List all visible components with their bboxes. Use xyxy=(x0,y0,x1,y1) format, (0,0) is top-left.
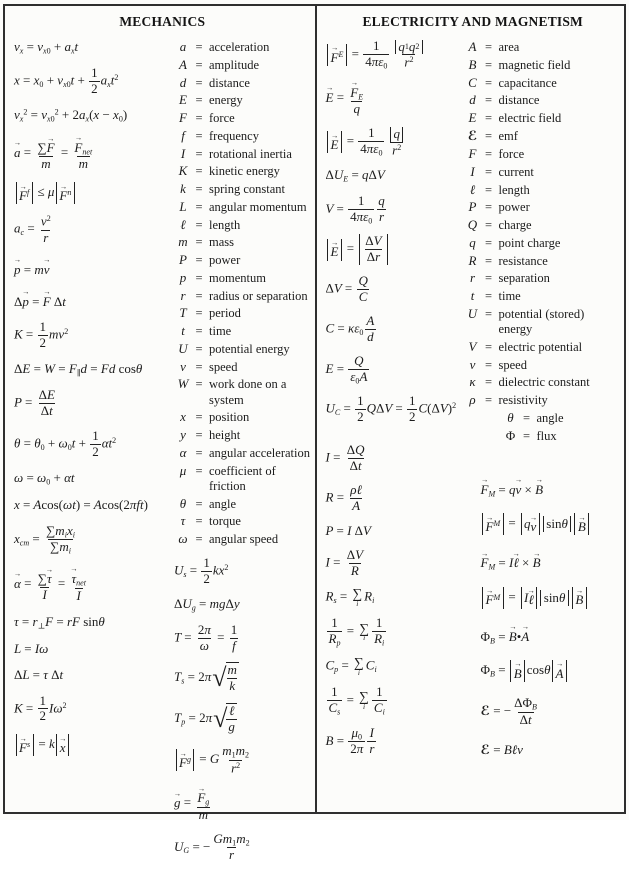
formula: E → = $\frac{F \to_E}{q}$ xyxy=(326,80,464,117)
formula: $F \to_M$ = qv → × B → xyxy=(481,476,621,499)
symbol-definition xyxy=(464,182,621,198)
formula: $U_s$ = $\frac{1}{2}$ $kx^2$ xyxy=(174,555,229,587)
symbol-description: electric potential xyxy=(498,339,583,354)
equals-sign: = xyxy=(484,339,493,354)
formula: F → s = k x → xyxy=(14,734,174,756)
formula: $F \to_M$ = Iℓ → × B → xyxy=(481,549,621,572)
equals-sign: = xyxy=(195,410,203,425)
symbol-description: torque xyxy=(209,514,241,529)
symbol-description: resistivity xyxy=(498,393,548,408)
symbol: F xyxy=(468,146,477,162)
symbol-definition xyxy=(174,409,311,425)
symbol: V xyxy=(468,338,477,354)
symbol: a xyxy=(179,39,187,54)
formula: ℰ = Bℓv xyxy=(480,741,523,758)
symbol: W xyxy=(177,376,189,392)
formula: g → = $\frac{F \to_g}{m}$ xyxy=(174,785,311,822)
symbol: x xyxy=(180,409,186,425)
symbol-definition xyxy=(464,357,621,373)
symbol-description: potential energy xyxy=(209,341,290,356)
equals-sign: = xyxy=(522,410,531,425)
symbol-definition xyxy=(174,341,311,357)
equals-sign: = xyxy=(484,182,493,197)
formula: a → = $\frac{\sum F \to}{m}$ = $F \to_{net}$ m xyxy=(14,135,174,172)
symbol: d xyxy=(469,92,476,108)
equals-sign: = xyxy=(195,182,203,196)
symbol-description: length xyxy=(209,217,241,232)
equals-sign: = xyxy=(484,393,493,408)
mechanics-title: MECHANICS xyxy=(119,14,206,29)
equals-sign: = xyxy=(484,357,493,372)
equals-sign: = xyxy=(522,428,531,443)
equals-sign: = xyxy=(195,288,203,303)
symbol-description: capacitance xyxy=(498,75,557,90)
symbol-definition xyxy=(174,445,311,461)
symbol: v xyxy=(180,358,186,374)
symbol: θ xyxy=(507,409,514,425)
formula: $\frac{1}{R_p}$ = ∑ i $\frac{1}{R_i}$ xyxy=(328,615,385,648)
em-section xyxy=(315,6,625,812)
formula: $\omega = \omega_0 + \alpha t$ xyxy=(14,469,75,487)
symbol: ρ xyxy=(469,392,476,408)
equals-sign: = xyxy=(195,445,203,460)
symbol-description: speed xyxy=(209,359,238,374)
symbol-definition xyxy=(464,339,621,355)
symbol: d xyxy=(179,74,187,90)
symbol-description: magnetic field xyxy=(498,57,571,72)
symbol-description: angular momentum xyxy=(209,199,307,214)
symbol-definition xyxy=(174,323,311,339)
symbol-description: angular speed xyxy=(209,532,279,546)
symbol: U xyxy=(467,305,478,321)
equals-sign: = xyxy=(484,306,493,321)
symbol: μ xyxy=(179,462,187,478)
symbol-definition xyxy=(174,513,311,529)
symbol-definition xyxy=(464,146,621,162)
formula: $\Delta U_g = mg\Delta y$ xyxy=(174,596,240,613)
symbol: k xyxy=(180,181,186,196)
equals-sign: = xyxy=(484,164,493,179)
formula: F → M = I ℓ → sin θ B → xyxy=(481,587,621,609)
symbol: t xyxy=(181,323,185,338)
symbol-description: flux xyxy=(536,428,557,443)
formula: L = Iω xyxy=(14,641,49,656)
formula: $T_p = 2\pi$ √ ℓ g xyxy=(174,703,311,735)
equals-sign: = xyxy=(195,235,203,250)
equals-sign: = xyxy=(484,271,493,286)
symbol-description: potential (stored) energy xyxy=(498,306,585,337)
formula: ΔL = τ Δt xyxy=(14,667,64,683)
symbol: U xyxy=(178,340,188,356)
symbol-description: position xyxy=(209,410,250,425)
symbol: R xyxy=(468,252,477,268)
symbol-description: charge xyxy=(498,218,532,233)
mechanics-section xyxy=(5,6,315,863)
formula: E → = $\frac{1}{4\pi\varepsilon_0}$ $\frac{q}{r^2}$ xyxy=(326,126,464,158)
symbol-definition xyxy=(174,146,311,162)
formula: F → M = q v → sin θ B → xyxy=(481,513,621,535)
symbol-definition xyxy=(464,306,621,338)
mechanics-body xyxy=(14,39,311,872)
symbol-description: kinetic energy xyxy=(209,164,280,179)
symbol-definition xyxy=(464,110,621,126)
symbol-definition xyxy=(174,376,311,408)
equals-sign: = xyxy=(195,199,203,214)
equals-sign: = xyxy=(195,377,203,392)
symbol-description: frequency xyxy=(209,128,259,143)
symbol: L xyxy=(179,198,187,214)
formula: $R_s$ = ∑ i $R_i$ xyxy=(325,586,375,608)
mechanics-right-subcolumn xyxy=(174,39,311,872)
equals-sign: = xyxy=(195,359,203,374)
formula: α → = $\frac{\sum\tau \to}{I}$ = $\tau \to_{net}$ I xyxy=(14,566,174,603)
symbol-description: coefficient of friction xyxy=(209,463,276,493)
symbol-description: acceleration xyxy=(209,40,270,54)
symbol-description: power xyxy=(209,253,241,267)
symbol: ω xyxy=(178,531,188,546)
symbol: C xyxy=(468,74,477,90)
mechanics-extra-formula-list xyxy=(174,556,311,863)
symbol-definition xyxy=(464,217,621,233)
symbol: Q xyxy=(467,217,478,233)
symbol-description: angle xyxy=(536,410,564,425)
equals-sign: = xyxy=(195,217,203,232)
symbol-definition xyxy=(464,164,621,180)
formula: F → g = G $\frac{m_1m_2}{r^2}$ xyxy=(174,744,311,776)
symbol-description: speed xyxy=(498,357,527,372)
formula: P = I ΔV xyxy=(325,523,371,539)
formula: $T_s = 2\pi$ √ m k xyxy=(174,662,311,694)
equals-sign: = xyxy=(195,341,203,356)
symbol-description: time xyxy=(498,289,521,304)
symbol-definition xyxy=(174,531,311,547)
symbol-description: separation xyxy=(498,271,550,286)
symbol: K xyxy=(178,163,188,179)
symbol-definition xyxy=(174,199,311,215)
symbol: α xyxy=(179,444,187,460)
formula: K = $\frac{1}{2}$ $I\omega^2$ xyxy=(14,692,67,724)
symbol: ℓ xyxy=(180,216,186,232)
symbol: I xyxy=(470,163,475,179)
symbol-definition xyxy=(174,163,311,179)
formula: E = $\frac{Q}{\varepsilon_0A}$ xyxy=(325,352,368,386)
symbol: r xyxy=(180,287,186,303)
symbol-description: spring constant xyxy=(209,182,286,196)
equals-sign: = xyxy=(195,532,203,546)
formula: $v_x^2 = v_{x0}^2 + 2a_x(x - x_0)$ xyxy=(14,107,128,124)
equals-sign: = xyxy=(484,128,493,143)
equals-sign: = xyxy=(484,289,493,304)
symbol-description: length xyxy=(498,182,530,197)
equals-sign: = xyxy=(195,40,203,54)
equals-sign: = xyxy=(195,324,203,338)
symbol-definition xyxy=(464,92,621,108)
equals-sign: = xyxy=(484,235,493,250)
symbol: m xyxy=(178,234,188,250)
formula: $x = x_0 + v_{x0}t$ + $\frac{1}{2}$ $a_xt^2$ xyxy=(14,65,119,97)
symbol-description: momentum xyxy=(209,270,266,285)
symbol-definition xyxy=(174,110,311,126)
formula: P = $\frac{\Delta E}{\Delta t}$ xyxy=(14,387,55,419)
symbol-definition xyxy=(464,410,621,426)
em-body xyxy=(326,39,621,773)
em-extra-formula-list xyxy=(464,476,621,759)
symbol-definition xyxy=(174,39,311,55)
symbol-description: force xyxy=(209,111,235,125)
formula: $a_c$ = $\frac{v^2}{r}$ xyxy=(14,213,51,245)
formula: I = $\frac{\Delta V}{R}$ xyxy=(325,547,364,579)
equals-sign: = xyxy=(484,40,493,54)
equals-sign: = xyxy=(195,146,203,161)
equals-sign: = xyxy=(195,253,203,267)
formula: E → = ΔV Δr xyxy=(326,234,464,265)
formula: $\Delta E = W = F_\parallel d = Fd$ cosθ xyxy=(14,360,143,378)
equals-sign: = xyxy=(195,270,203,285)
symbol: E xyxy=(179,92,187,108)
equals-sign: = xyxy=(195,57,203,72)
symbol-definition xyxy=(464,235,621,251)
formula: p → = mv → xyxy=(14,256,174,278)
symbol: A xyxy=(468,39,477,54)
equals-sign: = xyxy=(484,57,493,72)
symbol: r xyxy=(469,270,476,286)
symbol-definition xyxy=(174,128,311,144)
formula: $\frac{1}{C_s}$ = ∑ i $\frac{1}{C_i}$ xyxy=(328,684,385,717)
formula: $\Delta U_E = q\Delta V$ xyxy=(325,167,385,184)
symbol-description: amplitude xyxy=(209,57,259,72)
equals-sign: = xyxy=(195,514,203,529)
symbol: f xyxy=(181,127,185,143)
symbol-description: distance xyxy=(209,75,250,90)
symbol: B xyxy=(468,56,477,72)
equals-sign: = xyxy=(195,111,203,125)
formula: $\theta = \theta_0 + \omega_0t$ + $\frac{1}{2}$ $\alpha t^2$ xyxy=(14,428,117,460)
symbol: τ xyxy=(180,513,186,529)
formula: $\Phi_B$ = B → cosθ A → xyxy=(481,660,621,682)
formula: $U_C$ = $\frac{1}{2}$ QΔV = $\frac{1}{2}$ $C(\Delta V)^2$ xyxy=(325,393,457,425)
formula: x = Acos(ωt) = Acos(2πft) xyxy=(14,497,148,513)
symbol-definition xyxy=(464,57,621,73)
symbol-definition xyxy=(464,199,621,215)
symbol-definition xyxy=(174,57,311,73)
formula: $\tau = r_\perp F$ = rF sinθ xyxy=(14,613,105,630)
symbol-definition xyxy=(464,392,621,408)
formula: F → f ≤ μ F → n xyxy=(14,182,174,204)
symbol: P xyxy=(468,199,477,215)
symbol: A xyxy=(179,56,187,72)
equals-sign: = xyxy=(484,147,493,162)
formula: B = $\frac{\mu_0}{2\pi}$ $\frac{I}{r}$ xyxy=(325,724,375,757)
equals-sign: = xyxy=(195,93,203,108)
formula: K = $\frac{1}{2}$ $mv^2$ xyxy=(14,318,69,350)
symbol-definition xyxy=(174,181,311,197)
symbol-description: power xyxy=(498,200,530,215)
symbol-description: height xyxy=(209,428,241,442)
formula: F → E = $\frac{1}{4\pi\varepsilon_0}$ q 1 q 2 $r^2$ xyxy=(326,39,464,71)
symbol: ℰ xyxy=(467,128,478,144)
formula: $x_{cm}$ = $\sum m_ix_i$ $\sum m_i$ xyxy=(14,522,75,556)
symbol-description: time xyxy=(209,324,232,338)
symbol-definition xyxy=(174,427,311,443)
symbol-definition xyxy=(174,217,311,233)
formula: $U_G$ = − $\frac{Gm_1m_2}{r}$ xyxy=(174,830,250,863)
symbol-description: angle xyxy=(209,496,237,511)
formula: V = $\frac{1}{4\pi\varepsilon_0}$ $\frac{q}{r}$ xyxy=(325,192,385,225)
symbol: P xyxy=(179,252,187,267)
symbol-description: energy xyxy=(209,93,243,108)
mechanics-formula-list xyxy=(14,39,174,766)
symbol: q xyxy=(469,234,476,250)
symbol: y xyxy=(180,427,186,442)
symbol-definition xyxy=(174,234,311,250)
symbol-definition xyxy=(174,288,311,304)
symbol-description: work done on a system xyxy=(209,377,287,407)
symbol-description: angular acceleration xyxy=(209,445,310,460)
formula: ℰ = − $\Delta\Phi_B$ Δt xyxy=(480,695,537,727)
symbol-description: rotational inertia xyxy=(209,146,292,161)
symbol-definition xyxy=(464,288,621,304)
em-right-subcolumn xyxy=(464,39,621,773)
formula: I = $\frac{\Delta Q}{\Delta t}$ xyxy=(325,442,365,474)
equals-sign: = xyxy=(484,218,493,233)
equals-sign: = xyxy=(484,253,493,268)
em-formula-list xyxy=(326,39,464,766)
equals-sign: = xyxy=(195,463,203,478)
symbol-definition xyxy=(174,92,311,108)
symbol-description: area xyxy=(498,40,520,54)
equals-sign: = xyxy=(195,164,203,179)
symbol: κ xyxy=(469,374,476,390)
equals-sign: = xyxy=(484,75,493,90)
symbol-description: resistance xyxy=(498,253,548,268)
formula: $C_p$ = ∑ i $C_i$ xyxy=(325,654,377,677)
equals-sign: = xyxy=(484,93,493,108)
equals-sign: = xyxy=(484,111,493,125)
symbol: Φ xyxy=(505,427,516,443)
symbol: I xyxy=(180,145,186,161)
em-symbol-list xyxy=(464,39,621,444)
formula: $C = \kappa\varepsilon_0$ $\frac{A}{d}$ xyxy=(325,312,375,344)
sheet-frame xyxy=(3,4,626,863)
symbol-definition xyxy=(174,270,311,286)
symbol-definition xyxy=(174,463,311,495)
symbol: ℓ xyxy=(469,181,476,197)
formula: $v_x = v_{x0} + a_xt$ xyxy=(14,39,79,56)
equals-sign: = xyxy=(195,75,203,90)
formula: R = ρℓ A xyxy=(325,482,362,514)
equals-sign: = xyxy=(195,496,203,511)
symbol-definition xyxy=(174,252,311,268)
symbol-definition xyxy=(174,75,311,91)
symbol-definition xyxy=(464,270,621,286)
symbol: t xyxy=(470,288,475,304)
symbol-definition xyxy=(174,359,311,375)
mechanics-symbol-list xyxy=(174,39,311,547)
symbol-description: dielectric constant xyxy=(498,375,590,390)
symbol: T xyxy=(179,305,187,321)
symbol-description: current xyxy=(498,164,534,179)
equals-sign: = xyxy=(484,375,493,390)
symbol-definition xyxy=(464,428,621,444)
symbol-description: emf xyxy=(498,128,518,143)
equals-sign: = xyxy=(195,306,203,321)
symbol: F xyxy=(179,110,187,125)
em-title: ELECTRICITY AND MAGNETISM xyxy=(362,14,584,29)
formula: ΔV = $\frac{Q}{C}$ xyxy=(325,273,368,305)
equals-sign: = xyxy=(195,128,203,143)
symbol: v xyxy=(469,356,476,372)
symbol-definition xyxy=(464,374,621,390)
symbol-definition xyxy=(464,75,621,91)
symbol-description: period xyxy=(209,306,241,321)
symbol-description: mass xyxy=(209,235,234,250)
symbol-definition xyxy=(174,305,311,321)
symbol-description: radius or separation xyxy=(209,288,308,303)
symbol: p xyxy=(179,269,187,285)
formula: Δp → = F → Δt xyxy=(14,288,174,310)
symbol-description: electric field xyxy=(498,111,562,125)
symbol: θ xyxy=(179,495,187,511)
symbol-description: force xyxy=(498,147,525,162)
formula: $\Phi_B = B$ →•A → xyxy=(481,623,621,646)
symbol-description: point charge xyxy=(498,235,561,250)
symbol-definition xyxy=(174,496,311,512)
equals-sign: = xyxy=(195,428,203,442)
symbol-description: distance xyxy=(498,93,540,108)
symbol: E xyxy=(468,110,477,125)
formula: T = $\frac{2\pi}{\omega}$ = $\frac{1}{f}$ xyxy=(174,621,238,653)
symbol-definition xyxy=(464,253,621,269)
equals-sign: = xyxy=(484,200,493,215)
symbol-definition xyxy=(464,39,621,55)
symbol-definition xyxy=(464,128,621,145)
